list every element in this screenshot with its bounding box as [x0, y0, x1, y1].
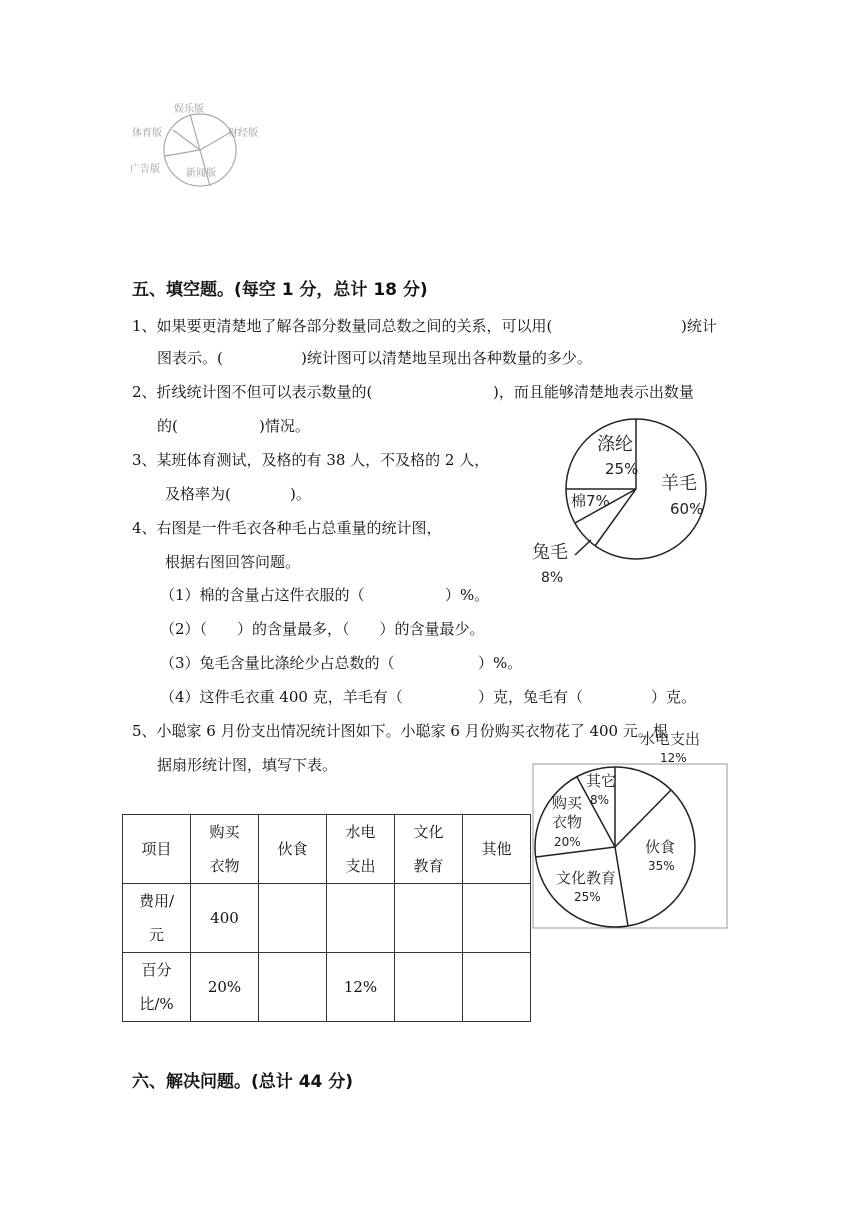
table-cell: 项目	[123, 815, 191, 884]
food-label: 伙食	[645, 838, 676, 856]
clothes-label-2: 衣物	[552, 813, 583, 831]
table-cell: 百分 比/%	[123, 953, 191, 1022]
q2-line1-a: 2、折线统计图不但可以表示数量的(	[132, 383, 373, 401]
q5-line1: 5、小聪家 6 月份支出情况统计图如下。小聪家 6 月份购买衣物花了 400 元。根	[132, 722, 668, 740]
q4-sub4-b: ）克，兔毛有（	[478, 688, 584, 706]
other-label: 其它	[586, 772, 617, 790]
q4-line1: 4、右图是一件毛衣各种毛占总重量的统计图，	[132, 519, 442, 537]
table-cell: 12%	[327, 953, 395, 1022]
table-header-row	[123, 815, 531, 884]
rabbit-label: 兔毛	[532, 542, 568, 563]
cotton-label: 棉7%	[571, 492, 610, 510]
clothes-label-1: 购买	[552, 794, 583, 812]
slice-label: 娱乐版	[174, 104, 204, 115]
edu-pct: 25%	[574, 890, 601, 904]
table-cell	[259, 884, 327, 953]
rabbit-pct: 8%	[541, 570, 564, 586]
table-cell	[395, 884, 463, 953]
q4-sub1-a: （1）棉的含量占这件衣服的（	[160, 586, 365, 604]
utility-label: 水电支出	[640, 730, 701, 748]
table-cell	[259, 953, 327, 1022]
q1-line2-b: )统计图可以清楚地呈现出各种数量的多少。	[301, 349, 592, 367]
other-pct: 8%	[590, 793, 610, 807]
table-cell	[463, 953, 531, 1022]
edu-label: 文化教育	[556, 869, 617, 887]
q1-line2-a: 图表示。(	[157, 349, 223, 367]
expense-pie-chart	[530, 726, 735, 932]
q2-line2-a: 的(	[157, 417, 178, 435]
q4-sub2: （2）（ ）的含量最多，（ ）的含量最少。	[160, 620, 485, 638]
q4-sub3-b: ）%。	[478, 654, 523, 672]
q3-line1: 3、某班体育测试，及格的有 38 人，不及格的 2 人，	[132, 451, 490, 469]
q5-line2: 据扇形统计图，填写下表。	[157, 756, 338, 774]
food-pct: 35%	[648, 859, 675, 873]
section-5-title: 五、填空题。(每空 1 分，总计 18 分)	[132, 280, 428, 300]
q4-line2: 根据右图回答问题。	[165, 553, 301, 571]
table-cell: 伙食	[259, 815, 327, 884]
q4-sub1-b: ）%。	[445, 586, 490, 604]
q2-line2-b: )情况。	[259, 417, 310, 435]
slice-label: 财经版	[228, 128, 258, 139]
table-cell: 购买 衣物	[191, 815, 259, 884]
expense-table	[122, 814, 531, 1022]
q4-sub3-a: （3）兔毛含量比涤纶少占总数的（	[160, 654, 395, 672]
table-cell: 其他	[463, 815, 531, 884]
table-row	[123, 953, 531, 1022]
q2-line1-b: )，而且能够清楚地表示出数量	[493, 383, 694, 401]
wool-pct: 60%	[670, 500, 704, 518]
wool-label: 羊毛	[661, 473, 697, 494]
q1-line1-b: )统计	[681, 317, 717, 335]
slice-label: 体育版	[132, 128, 162, 139]
slice-boundary-food-edu	[615, 847, 628, 926]
q4-sub4-c: ）克。	[651, 688, 697, 706]
rabbit-leader-line	[575, 540, 591, 555]
table-cell: 水电 支出	[327, 815, 395, 884]
q1-line1-a: 1、如果要更清楚地了解各部分数量同总数之间的关系，可以用(	[132, 317, 553, 335]
q3-line2-b: )。	[290, 485, 311, 503]
table-cell: 费用/ 元	[123, 884, 191, 953]
section-6-title: 六、解决问题。(总计 44 分)	[132, 1072, 354, 1092]
table-cell	[395, 953, 463, 1022]
q4-sub4-a: （4）这件毛衣重 400 克，羊毛有（	[160, 688, 403, 706]
table-row	[123, 884, 531, 953]
slice-label: 广告版	[130, 164, 160, 175]
clothes-pct: 20%	[554, 835, 581, 849]
table-cell: 20%	[191, 953, 259, 1022]
table-cell	[327, 884, 395, 953]
wool-pie-chart	[525, 412, 715, 592]
utility-pct: 12%	[660, 751, 687, 765]
newspaper-pie-chart	[128, 98, 268, 198]
table-cell: 400	[191, 884, 259, 953]
polyester-pct: 25%	[605, 460, 639, 478]
slice-label: 新闻版	[186, 168, 216, 179]
table-cell: 文化 教育	[395, 815, 463, 884]
q3-line2-a: 及格率为(	[165, 485, 231, 503]
polyester-label: 涤纶	[597, 434, 633, 455]
table-cell	[463, 884, 531, 953]
